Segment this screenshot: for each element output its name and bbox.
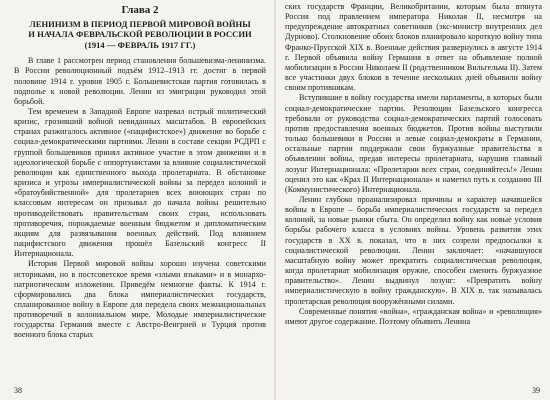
- chapter-title-line-3: (1914 — ФЕВРАЛЬ 1917 ГГ.): [84, 39, 196, 50]
- chapter-title: [14, 19, 266, 50]
- chapter-heading: Глава 2: [121, 4, 159, 16]
- right-paragraph-1: ских государств Франции, Великобритании, которым была втянута Россия под правлением императора Николая II, несмотря на предупреждение автократных советников (экс-министр внутренних дел Дурново). Столкновение обоих блоков планировало короткую войну типа Франко-Прусской XIX в. Военные действия развернулись в августе 1914 г. Первой объявила войну Германия в ответ на объявление полной мобилизации в России Николаем II (родственником Вильгельма II). Затем все участники двух блоков в течение нескольких дней объявили войну своим противникам.: [285, 2, 542, 93]
- page-number-right: 39: [532, 386, 540, 395]
- left-paragraph-3: История Первой мировой войны хорошо изучена советскими историками, но в постсоветское время «злыми языками» и в монархо-патриотическом изложении. Приведём немногие факты. К 1914 г. сформировались два блока империалистических государств, спланированное войну в Европе для передела своих межнациональных противоречий в колониальном мире. Молодые империалистические государства Германия вместе с Австро-Венгрией и Турция против военного блока старых: [14, 259, 266, 340]
- chapter-title-line-1: ЛЕНИНИЗМ В ПЕРИОД ПЕРВОЙ МИРОВОЙ ВОЙНЫ: [29, 19, 251, 29]
- right-paragraph-4: Современные понятия «война», «гражданская война» и «революция» имеют другое содержание. Поэтому объявить Ленина: [285, 306, 542, 326]
- left-paragraph-2: Тем временем в Западной Европе назревал острый политический кризис, грозивший войной невиданных масштабов. В европейских странах разжигалось активное («пацифистское») движение во борьбе с социал-демократическими партиями. Ленин в составе секции РСДРП с группой большевиков принял активное участие в этом движении и в идеологической борьбе с оппортунистами за влияние социалистической революции как единственного выхода пролетариата. В обстановке кризиса и угрозы империалистической войны за передел колоний и «братоубийственной» для пролетариев всех воюющих стран по классовым интересам он призывал до начала войны решительно противодействовать правительствам своих стран, использовать противоречия, порождаемые военным бюджетом и дипломатическим акциям для развязывания военных действий. Под влиянием пацифистского движения прошёл Базельский конгресс II Интернационала.: [14, 107, 266, 259]
- page-number-left: 38: [14, 386, 22, 395]
- right-paragraph-3: Ленин глубоко проанализировал причины и характер начавшейся войны в Европе – борьба империалистических государств за передел колоний, за новые рынки сбыта. Он определил войну как новые условия борьбы рабочего класса в условиях войны. Уровень развития этих государств в XX в. показал, что в них созрели предпосылки к социалистической революции. Ленин заключает: «начавшуюся масштабную войну может прекратить социалистическая революция, когда пролетариат мобилизация оружие, способен сменить буржуазное правительство». Ленин выдвинул лозунг: «Превратить войну империалистическую в войну гражданскую». В XIX в. так называлась пролетарская революция вооружёнными силами.: [285, 194, 542, 306]
- book-gutter: [274, 0, 276, 400]
- right-paragraph-2: Вступившие в войну государства имели парламенты, в которых были социал-демократические партии. Резолюции Базельского конгресса требовали от руководства социал-демократических партий голосовать против предоставления военных бюджетов. Против войны выступили только большевики в России и левые социал-демократы в Германии, остальные партии поддержали свои буржуазные правительства в объявлении войны, предав интересы пролетариата, нарушив главный лозунг Интернационала: «Пролетарии всех стран, соединяйтесь!» Ленин оценил это как «Крах II Интернационала» и наметил путь к созданию III (Коммунистического) Интернационала.: [285, 93, 542, 194]
- right-page: [275, 0, 550, 400]
- left-paragraph-1: В главе 1 рассмотрен период становления большевизма-ленинизма. В России революционный подъём 1912–1913 гг. достиг в первой половине 1914 г. уровня 1905 г. Большевистская партия готовилась в подполье к новой революции. Ленин из эмиграции руководил этой борьбой.: [14, 56, 266, 106]
- chapter-title-line-2: И НАЧАЛА ФЕВРАЛЬСКОЙ РЕВОЛЮЦИИ В РОССИИ: [28, 29, 252, 40]
